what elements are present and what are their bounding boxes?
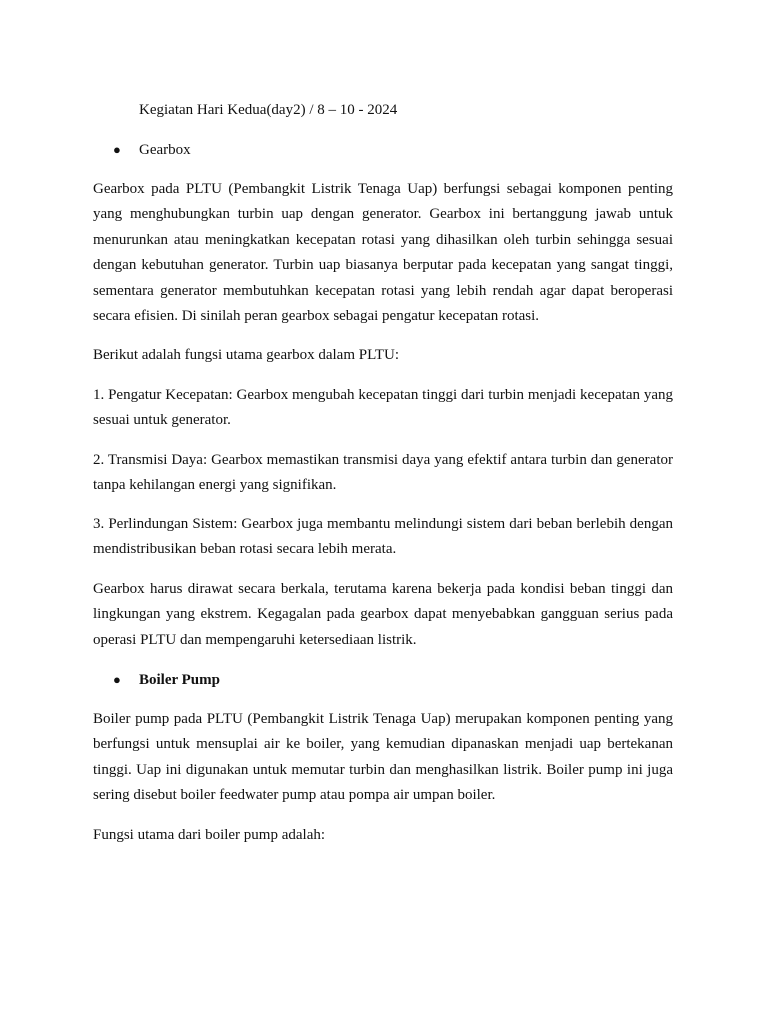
heading-boiler-pump-label: Boiler Pump xyxy=(139,672,220,688)
gearbox-function-item-3: 3. Perlindungan Sistem: Gearbox juga membantu melindungi sistem dari beban berlebih dengan mendistribusikan beban rotasi secara lebih merata. xyxy=(93,516,673,558)
gearbox-function-item-2: 2. Transmisi Daya: Gearbox memastikan transmisi daya yang efektif antara turbin dan generator tanpa kehilangan energi yang signifikan. xyxy=(93,452,673,494)
heading-gearbox xyxy=(113,140,191,160)
document-title: Kegiatan Hari Kedua(day2) / 8 – 10 - 2024 xyxy=(139,102,398,118)
boiler-pump-functions-intro: Fungsi utama dari boiler pump adalah: xyxy=(93,827,326,843)
heading-gearbox-label: Gearbox xyxy=(139,142,191,158)
gearbox-closing-paragraph: Gearbox harus dirawat secara berkala, terutama karena bekerja pada kondisi beban tinggi dan lingkungan yang ekstrem. Kegagalan pada gearbox dapat menyebabkan gangguan serius pada operasi PLTU dan mempengaruhi ketersediaan listrik. xyxy=(93,581,673,648)
gearbox-function-item-1: 1. Pengatur Kecepatan: Gearbox mengubah kecepatan tinggi dari turbin menjadi kecepatan yang sesuai untuk generator. xyxy=(93,387,673,429)
boiler-pump-intro-paragraph: Boiler pump pada PLTU (Pembangkit Listrik Tenaga Uap) merupakan komponen penting yang berfungsi untuk mensuplai air ke boiler, yang kemudian dipanaskan menjadi uap bertekanan tinggi. Uap ini digunakan untuk memutar turbin dan menghasilkan listrik. Boiler pump ini juga sering disebut boiler feedwater pump atau pompa air umpan boiler. xyxy=(93,711,673,804)
bullet-icon: ● xyxy=(113,672,121,687)
heading-boiler-pump xyxy=(113,670,220,690)
bullet-icon: ● xyxy=(113,142,121,157)
gearbox-functions-intro: Berikut adalah fungsi utama gearbox dalam PLTU: xyxy=(93,347,400,363)
gearbox-intro-paragraph: Gearbox pada PLTU (Pembangkit Listrik Tenaga Uap) berfungsi sebagai komponen penting yang menghubungkan turbin uap dengan generator. Gearbox ini bertanggung jawab untuk menurunkan atau meningkatkan kecepatan rotasi yang dihasilkan oleh turbin sehingga sesuai dengan kebutuhan generator. Turbin uap biasanya berputar pada kecepatan yang sangat tinggi, sementara generator membutuhkan kecepatan rotasi yang lebih rendah agar dapat beroperasi secara efisien. Di sinilah peran gearbox sebagai pengatur kecepatan rotasi. xyxy=(93,181,673,325)
